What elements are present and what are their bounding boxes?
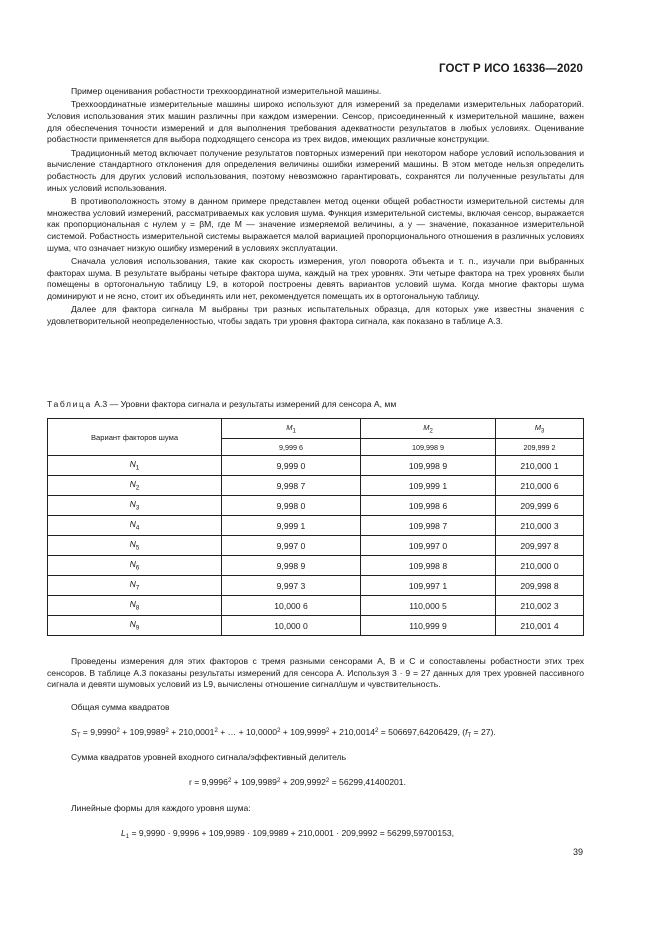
measurement-cell: 9,997 0 xyxy=(222,536,361,556)
measurement-cell: 9,999 1 xyxy=(222,516,361,536)
measurement-cell: 9,998 7 xyxy=(222,476,361,496)
table-row xyxy=(48,516,584,536)
measurement-cell: 110,999 9 xyxy=(361,616,496,636)
measurement-cell: 210,000 1 xyxy=(496,456,584,476)
noise-variant-label: $N_4$ xyxy=(48,516,222,536)
body-text xyxy=(47,86,584,329)
header-m2: $M_2$ xyxy=(361,419,496,439)
measurement-cell: 210,000 6 xyxy=(496,476,584,496)
noise-variant-label: $N_8$ xyxy=(48,596,222,616)
table-row xyxy=(48,596,584,616)
l-formula: $L_1 = 9,9990 \cdot 9,9996 + 109,9989 \cdot 109,9989 + 210,0001 \cdot 209,9992 = 56299,59700153$, xyxy=(121,828,455,840)
standard-header: ГОСТ Р ИСО 16336—2020 xyxy=(438,63,583,75)
measurement-cell: 109,998 6 xyxy=(361,496,496,516)
measurement-table xyxy=(47,418,584,636)
measurement-cell: 9,998 9 xyxy=(222,556,361,576)
header-m1: $M_1$ xyxy=(222,419,361,439)
table-row xyxy=(48,536,584,556)
measurement-cell: 9,999 0 xyxy=(222,456,361,476)
noise-variant-label: $N_6$ xyxy=(48,556,222,576)
noise-variant-label: $N_3$ xyxy=(48,496,222,516)
paragraph: Сначала условия использования, такие как скорость измерения, угол поворота объекта и т. п., изучали при выбранных факторах шума. В результате выбраны четыре фактора шума, каждый на трех уровнях. Эти четыре фактора на трех уровнях были помещены в ортогональную таблицу L9, в которой построены девять вариантов условий шума. Когда многие факторы шума доминируют и не ясно, стоит их объединять или нет, рекомендуется помещать их в ортогональную таблицу. xyxy=(47,255,584,301)
noise-variant-label: $N_7$ xyxy=(48,576,222,596)
table-row xyxy=(48,556,584,576)
measurement-cell: 109,998 9 xyxy=(361,456,496,476)
measurement-cell: 109,997 1 xyxy=(361,576,496,596)
table-row xyxy=(48,496,584,516)
measurement-cell: 210,001 4 xyxy=(496,616,584,636)
measurement-cell: 9,998 0 xyxy=(222,496,361,516)
table-row xyxy=(48,476,584,496)
measurement-cell: 209,998 8 xyxy=(496,576,584,596)
measurement-cell: 209,997 8 xyxy=(496,536,584,556)
table-row xyxy=(48,456,584,476)
measurement-cell: 110,000 5 xyxy=(361,596,496,616)
after-table-text xyxy=(47,656,584,691)
measurement-cell: 210,000 0 xyxy=(496,556,584,576)
paragraph: В противоположность этому в данном примере представлен метод оценки общей робастности измерительной системы для множества условий измерений, рассматриваемых как условия шума. Функция измерительной системы, включая сенсор, выражается как пропорциональная с нулем y = βM, где M — значение измеряемой величины, а y — значение, показанное измерительной системой. Робастность измерительной системы выражается малой вариацией пропорционального отношения в различных условиях шума, что означает низкую ошибку измерений в условиях эксплуатации. xyxy=(47,195,584,253)
measurement-cell: 109,997 0 xyxy=(361,536,496,556)
paragraph: Пример оценивания робастности трехкоординатной измерительной машины. xyxy=(71,86,382,96)
paragraph: Проведены измерения для этих факторов с тремя разными сенсорами А, В и С и сопоставлены робастности этих трех сенсоров. В таблице А.3 показаны результаты измерений для сенсора А. Используя 3 · 9 = 27 данных для трех уровней пассивного сигнала и девяти шумовых условий из L9, вычислены отношение сигнал/шум и чувствительность. xyxy=(47,656,584,690)
header-m1-value: 9,999 6 xyxy=(222,439,361,456)
total-sum-label: Общая сумма квадратов xyxy=(71,702,170,712)
measurement-cell: 210,000 3 xyxy=(496,516,584,536)
table-caption-prefix: Таблица xyxy=(47,399,92,409)
noise-variant-label: $N_9$ xyxy=(48,616,222,636)
r-formula: $r = 9,9996^2 + 109,9989^2 + 209,9992^2 = 56299,41400201$. xyxy=(189,777,406,787)
header-m2-value: 109,998 9 xyxy=(361,439,496,456)
table-row xyxy=(48,616,584,636)
measurement-cell: 10,000 0 xyxy=(222,616,361,636)
table-caption xyxy=(47,399,396,409)
paragraph: Традиционный метод включает получение результатов повторных измерений при некотором наборе условий использования и вычисление стандартного отклонения для определения величины ошибки измерений машины. В этом методе нельзя определить робастность для других условий использования, поэтому невозможно гарантировать, сохранятся ли полученные результаты для иных условий использования. xyxy=(47,147,584,193)
noise-variant-label: $N_2$ xyxy=(48,476,222,496)
measurement-cell: 109,998 8 xyxy=(361,556,496,576)
paragraph: Далее для фактора сигнала M выбраны три разных испытательных образца, для которых уже известны значения с удовлетворительной неопределенностью, чтобы задать три уровня фактора сигнала, как показано в таблице А.3. xyxy=(47,304,584,326)
noise-variant-label: $N_5$ xyxy=(48,536,222,556)
page-number: 39 xyxy=(572,847,583,857)
measurement-cell: 9,997 3 xyxy=(222,576,361,596)
table-row xyxy=(48,576,584,596)
table-corner-label: Вариант факторов шума xyxy=(48,419,222,456)
r-label: Сумма квадратов уровней входного сигнала/эффективный делитель xyxy=(71,752,347,762)
l-label: Линейные формы для каждого уровня шума: xyxy=(71,803,251,813)
measurement-cell: 10,000 6 xyxy=(222,596,361,616)
header-m3-value: 209,999 2 xyxy=(496,439,584,456)
table-caption-text: А.3 — Уровни фактора сигнала и результаты измерений для сенсора А, мм xyxy=(94,399,397,409)
measurement-cell: 109,999 1 xyxy=(361,476,496,496)
measurement-cell: 210,002 3 xyxy=(496,596,584,616)
measurement-cell: 109,998 7 xyxy=(361,516,496,536)
measurement-cell: 209,999 6 xyxy=(496,496,584,516)
noise-variant-label: $N_1$ xyxy=(48,456,222,476)
header-m3: $M_3$ xyxy=(496,419,584,439)
st-formula: $S_T = 9,9990^2 + 109,9989^2 + 210,0001^2$ + … + $10,0000^2 + 109,9999^2 + 210,0014^2 = 506697,64206429$, $(f_T = 27)$. xyxy=(71,727,496,739)
paragraph: Трехкоординатные измерительные машины широко используют для измерений за пределами измерительных лабораторий. Условия использования этих машин различны при каждом измерении. Сенсор, присоединенный к измерительной машине, важен для обеспечения точности измерений и для выполнения требования адекватности результатов в любых условиях. Оценивание робастности применяется для выбора подходящего сенсора из трех видов, имеющих различные конструкции. xyxy=(47,99,584,145)
